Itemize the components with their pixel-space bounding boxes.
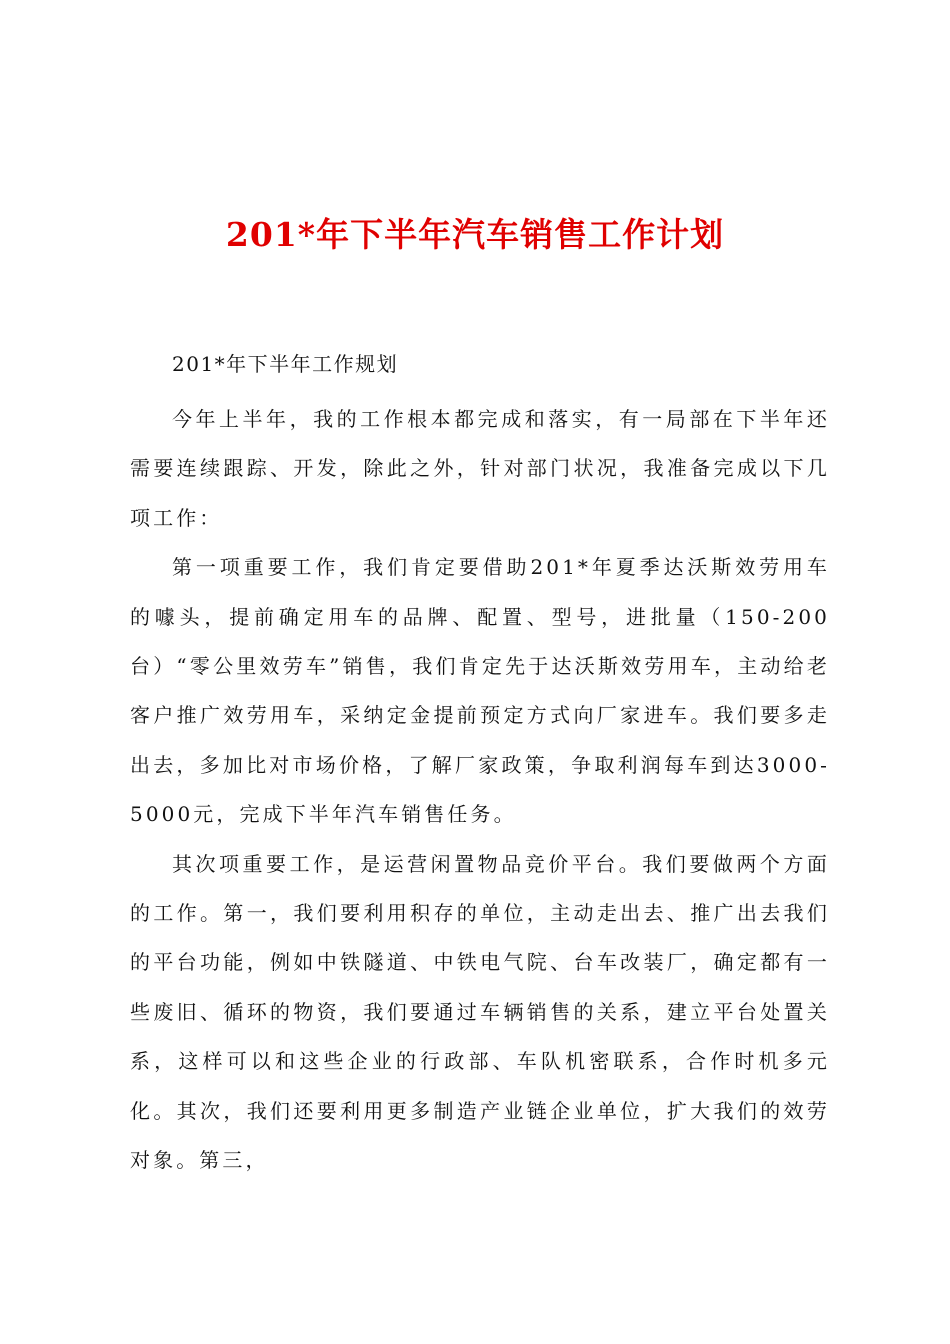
section-subheading: 201*年下半年工作规划 xyxy=(172,352,399,376)
document-body xyxy=(130,346,830,1186)
paragraph-first-task: 第一项重要工作，我们肯定要借助201*年夏季达沃斯效劳用车的噱头，提前确定用车的品牌、配置、型号，进批量（150-200台）“零公里效劳车”销售，我们肯定先于达沃斯效劳用车，主动给老客户推广效劳用车，采纳定金提前预定方式向厂家进车。我们要多走出去，多加比对市场价格，了解厂家政策，争取利润每车到达3000-5000元，完成下半年汽车销售任务。 xyxy=(130,555,830,827)
paragraph-intro: 今年上半年，我的工作根本都完成和落实，有一局部在下半年还需要连续跟踪、开发，除此之外，针对部门状况，我准备完成以下几项工作： xyxy=(130,407,830,530)
paragraph-second-task: 其次项重要工作，是运营闲置物品竞价平台。我们要做两个方面的工作。第一，我们要利用积存的单位，主动走出去、推广出去我们的平台功能，例如中铁隧道、中铁电气院、台车改装厂，确定都有一些废旧、循环的物资，我们要通过车辆销售的关系，建立平台处置关系，这样可以和这些企业的行政部、车队机密联系，合作时机多元化。其次，我们还要利用更多制造产业链企业单位，扩大我们的效劳对象。第三， xyxy=(130,851,830,1173)
document-title: 201*年下半年汽车销售工作计划 xyxy=(225,215,725,254)
